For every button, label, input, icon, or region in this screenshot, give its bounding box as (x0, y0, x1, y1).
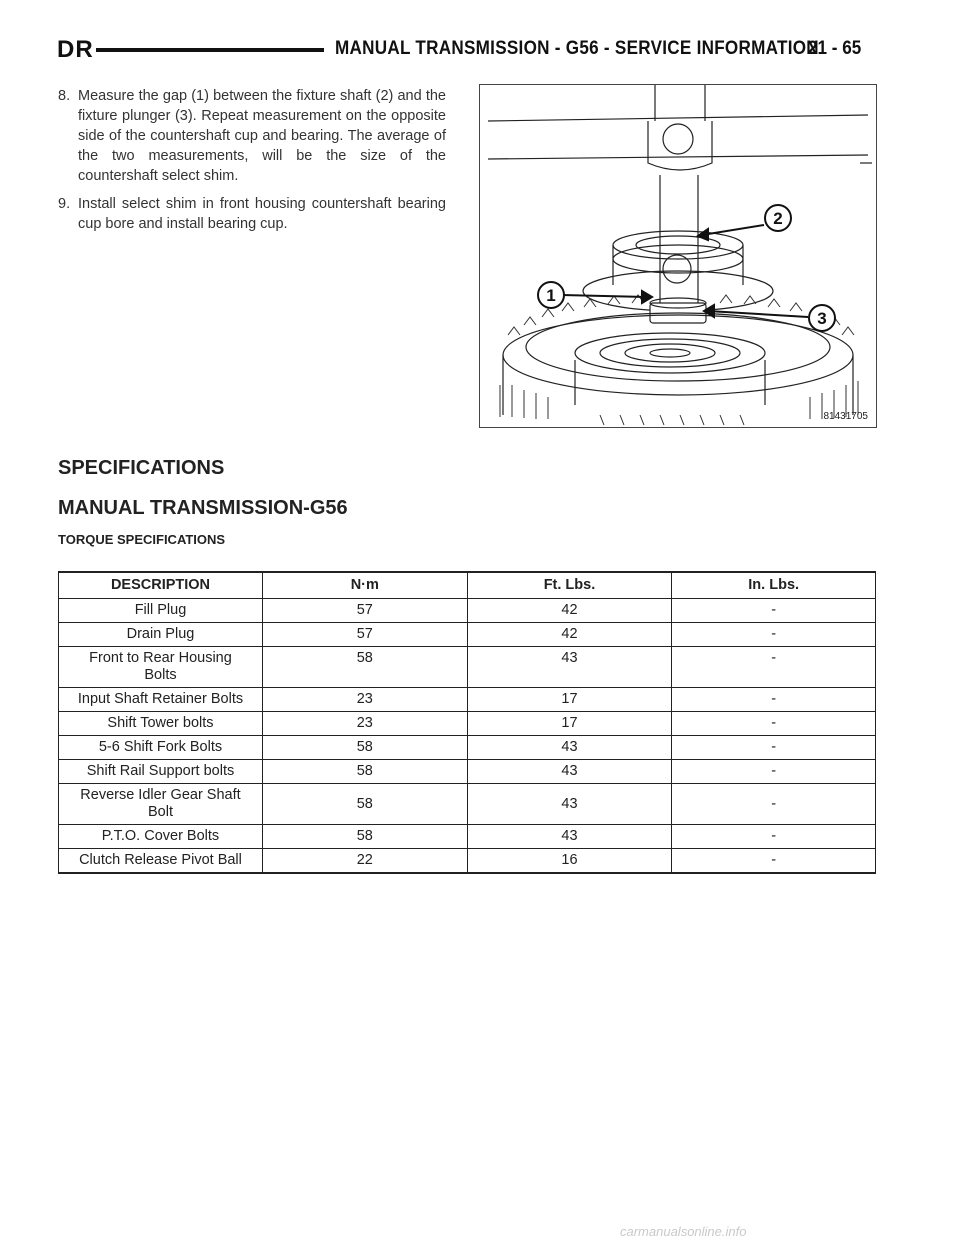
cell-inlbs: - (672, 736, 876, 760)
torque-spec-table (58, 571, 876, 874)
callout-3 (809, 305, 835, 331)
table-row (59, 647, 876, 688)
header-nm: N·m (262, 572, 467, 599)
cell-ftlbs: 42 (467, 623, 672, 647)
cell-description: Clutch Release Pivot Ball (59, 849, 263, 874)
cell-nm: 58 (262, 784, 467, 825)
table-row (59, 825, 876, 849)
cell-description: P.T.O. Cover Bolts (59, 825, 263, 849)
table-row (59, 849, 876, 874)
cell-ftlbs: 17 (467, 712, 672, 736)
cell-inlbs: - (672, 647, 876, 688)
header-ftlbs: Ft. Lbs. (467, 572, 672, 599)
cell-inlbs: - (672, 825, 876, 849)
header-title: MANUAL TRANSMISSION - G56 - SERVICE INFORMATION (335, 38, 819, 59)
cell-ftlbs: 16 (467, 849, 672, 874)
header-description: DESCRIPTION (59, 572, 263, 599)
cell-description (59, 647, 263, 688)
cell-nm: 22 (262, 849, 467, 874)
step-text: Install select shim in front housing countershaft bearing cup bore and install bearing cup. (78, 196, 446, 232)
cell-nm: 23 (262, 712, 467, 736)
header-rule (96, 48, 324, 52)
cell-ftlbs: 43 (467, 760, 672, 784)
header-inlbs: In. Lbs. (672, 572, 876, 599)
cell-inlbs: - (672, 623, 876, 647)
heading-specifications: SPECIFICATIONS (58, 457, 225, 479)
callout-3-label: 3 (817, 309, 827, 328)
table-row (59, 688, 876, 712)
step-8 (58, 86, 446, 186)
step-number: 9. (58, 196, 71, 212)
measurement-illustration (479, 84, 877, 428)
fixture-diagram (480, 85, 876, 427)
cell-nm: 23 (262, 688, 467, 712)
cell-description-text: Reverse Idler Gear Shaft Bolt (80, 787, 241, 820)
cell-description: 5-6 Shift Fork Bolts (59, 736, 263, 760)
cell-nm: 58 (262, 736, 467, 760)
callout-2-label: 2 (773, 209, 783, 228)
cell-inlbs: - (672, 599, 876, 623)
cell-description: Shift Rail Support bolts (59, 760, 263, 784)
page-number: 21 - 65 (808, 38, 862, 59)
table-row (59, 736, 876, 760)
cell-ftlbs: 43 (467, 784, 672, 825)
cell-description: Drain Plug (59, 623, 263, 647)
callout-1-label: 1 (546, 286, 556, 305)
table-header-row (59, 572, 876, 599)
heading-subsection: TORQUE SPECIFICATIONS (58, 532, 226, 547)
callout-1 (538, 282, 564, 308)
cell-ftlbs: 43 (467, 647, 672, 688)
watermark: carmanualsonline.info (620, 1224, 747, 1239)
callout-2 (765, 205, 791, 231)
cell-nm: 57 (262, 623, 467, 647)
step-text: Measure the gap (1) between the fixture shaft (2) and the fixture plunger (3). Repeat measurement on the opposite side of the countershaft cup and bearing. The average of the two measurements, will be the size of the countershaft select shim. (78, 88, 446, 184)
table-row (59, 599, 876, 623)
cell-inlbs: - (672, 688, 876, 712)
figure-id: 81431705 (823, 411, 868, 422)
cell-description (59, 784, 263, 825)
step-number: 8. (58, 88, 71, 104)
cell-inlbs: - (672, 760, 876, 784)
cell-nm: 58 (262, 825, 467, 849)
cell-description-text: Front to Rear Housing Bolts (89, 650, 232, 683)
table-row (59, 784, 876, 825)
cell-description: Fill Plug (59, 599, 263, 623)
cell-nm: 57 (262, 599, 467, 623)
table-row (59, 623, 876, 647)
table-row (59, 712, 876, 736)
cell-inlbs: - (672, 712, 876, 736)
heading-section: MANUAL TRANSMISSION-G56 (58, 497, 348, 519)
header-brand: DR (57, 36, 94, 63)
cell-description: Shift Tower bolts (59, 712, 263, 736)
cell-description: Input Shaft Retainer Bolts (59, 688, 263, 712)
table-row (59, 760, 876, 784)
cell-ftlbs: 17 (467, 688, 672, 712)
procedure-steps (58, 86, 446, 242)
cell-ftlbs: 43 (467, 825, 672, 849)
cell-ftlbs: 43 (467, 736, 672, 760)
cell-ftlbs: 42 (467, 599, 672, 623)
cell-nm: 58 (262, 760, 467, 784)
step-9 (58, 194, 446, 234)
cell-nm: 58 (262, 647, 467, 688)
cell-inlbs: - (672, 849, 876, 874)
cell-inlbs: - (672, 784, 876, 825)
